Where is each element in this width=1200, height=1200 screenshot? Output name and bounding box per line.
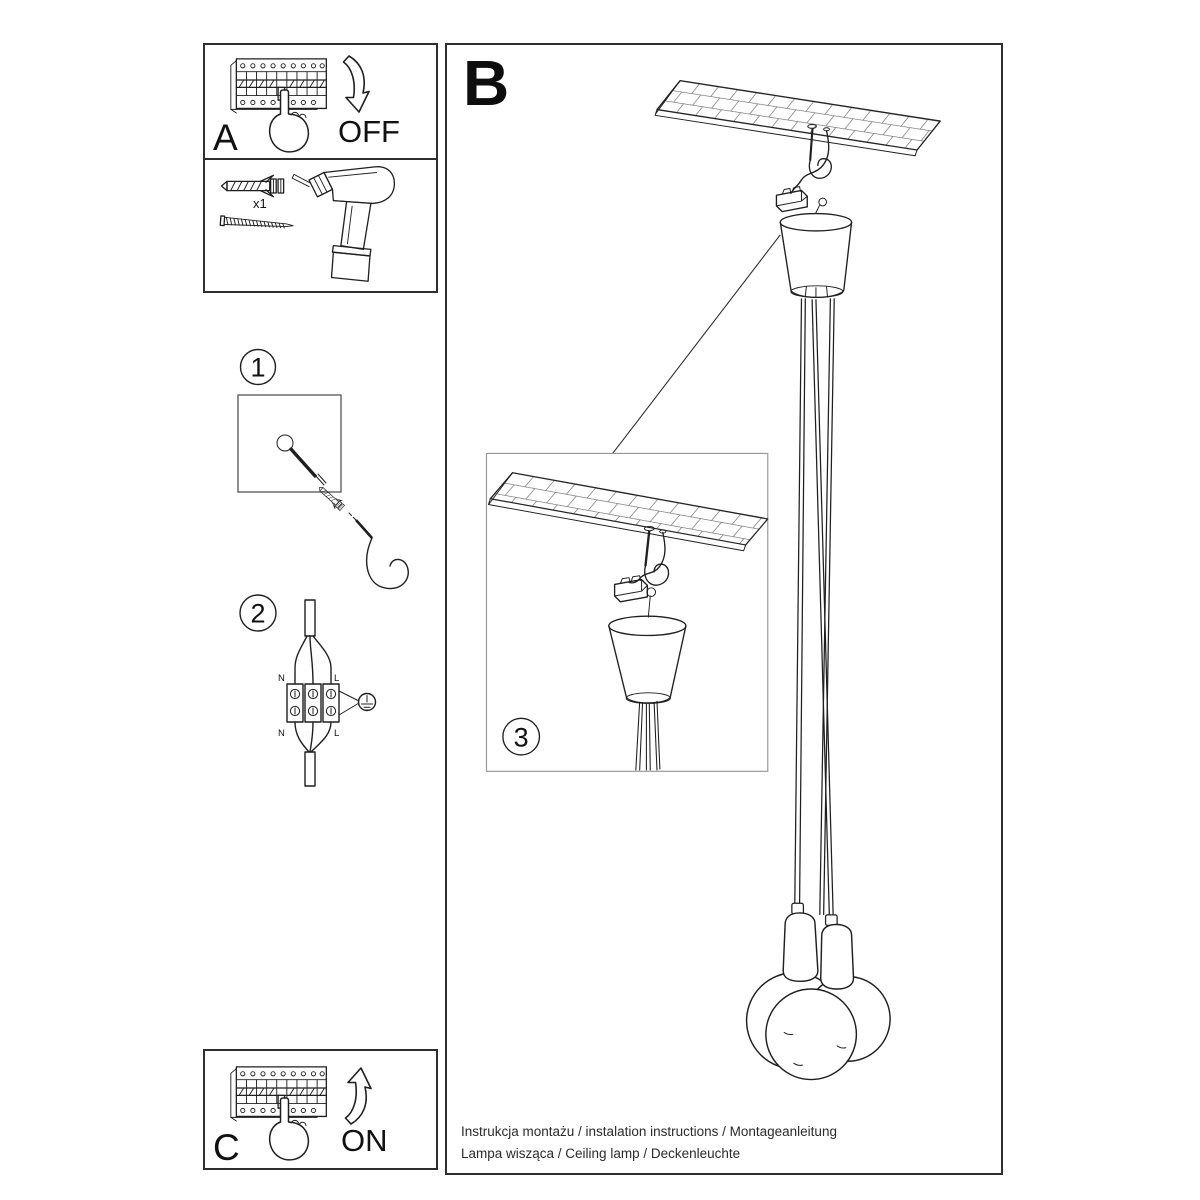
step1-badge (241, 350, 276, 385)
step2-badge (240, 595, 276, 631)
arrow-down-icon (344, 56, 370, 112)
cords-icon (795, 298, 834, 918)
step-b-label: B (463, 47, 510, 119)
step-a-illustration (205, 45, 436, 158)
step-c-box (203, 1049, 438, 1170)
press-hand-icon (270, 90, 309, 152)
tools-illustration (205, 160, 436, 291)
step-a-box (203, 43, 438, 160)
terminal-label-n-bottom: N (278, 728, 285, 739)
footer-line1: Instrukcja montażu / instalation instructions / Montageanleitung (461, 1124, 837, 1139)
terminal-label-n-top: N (278, 673, 285, 684)
arrow-up-icon (346, 1068, 372, 1124)
hook-screw-icon (290, 448, 408, 589)
on-label: ON (341, 1123, 388, 1158)
step1-number: 1 (250, 352, 266, 383)
pendant-lamp-illustration (447, 45, 1001, 1173)
drill-icon (292, 167, 394, 282)
canopy-detail-icon (486, 453, 767, 771)
breaker-panel-icon (231, 59, 326, 113)
terminal-label-l-top: L (334, 673, 340, 684)
bulbs-icon (747, 903, 891, 1079)
terminal-block-icon (776, 187, 826, 213)
off-label: OFF (338, 114, 400, 149)
step-b-panel (445, 43, 1003, 1175)
step-1-illustration (220, 330, 445, 600)
footer-line2: Lampa wisząca / Ceiling lamp / Deckenleuchte (461, 1146, 741, 1161)
anchor-quantity-label: x1 (253, 196, 267, 211)
canopy-icon (780, 214, 851, 298)
ceiling-panel-icon (655, 81, 940, 156)
step-2-illustration (220, 580, 445, 800)
press-hand-icon (270, 1098, 309, 1160)
tools-box (203, 158, 438, 293)
step3-number: 3 (513, 722, 529, 753)
wall-plug-icon (221, 175, 283, 196)
screw-icon (220, 216, 293, 230)
terminal-block-icon (287, 684, 339, 722)
earth-symbol-icon (339, 691, 376, 715)
breaker-panel-icon (231, 1067, 326, 1121)
wiring-diagram-icon (278, 600, 376, 786)
step-a-label: A (213, 117, 238, 158)
step2-number: 2 (250, 598, 266, 629)
ceiling-square-icon (238, 395, 341, 492)
inset-leader-line (613, 235, 781, 454)
step-c-label: C (213, 1127, 240, 1168)
terminal-label-l-bottom: L (334, 728, 340, 739)
